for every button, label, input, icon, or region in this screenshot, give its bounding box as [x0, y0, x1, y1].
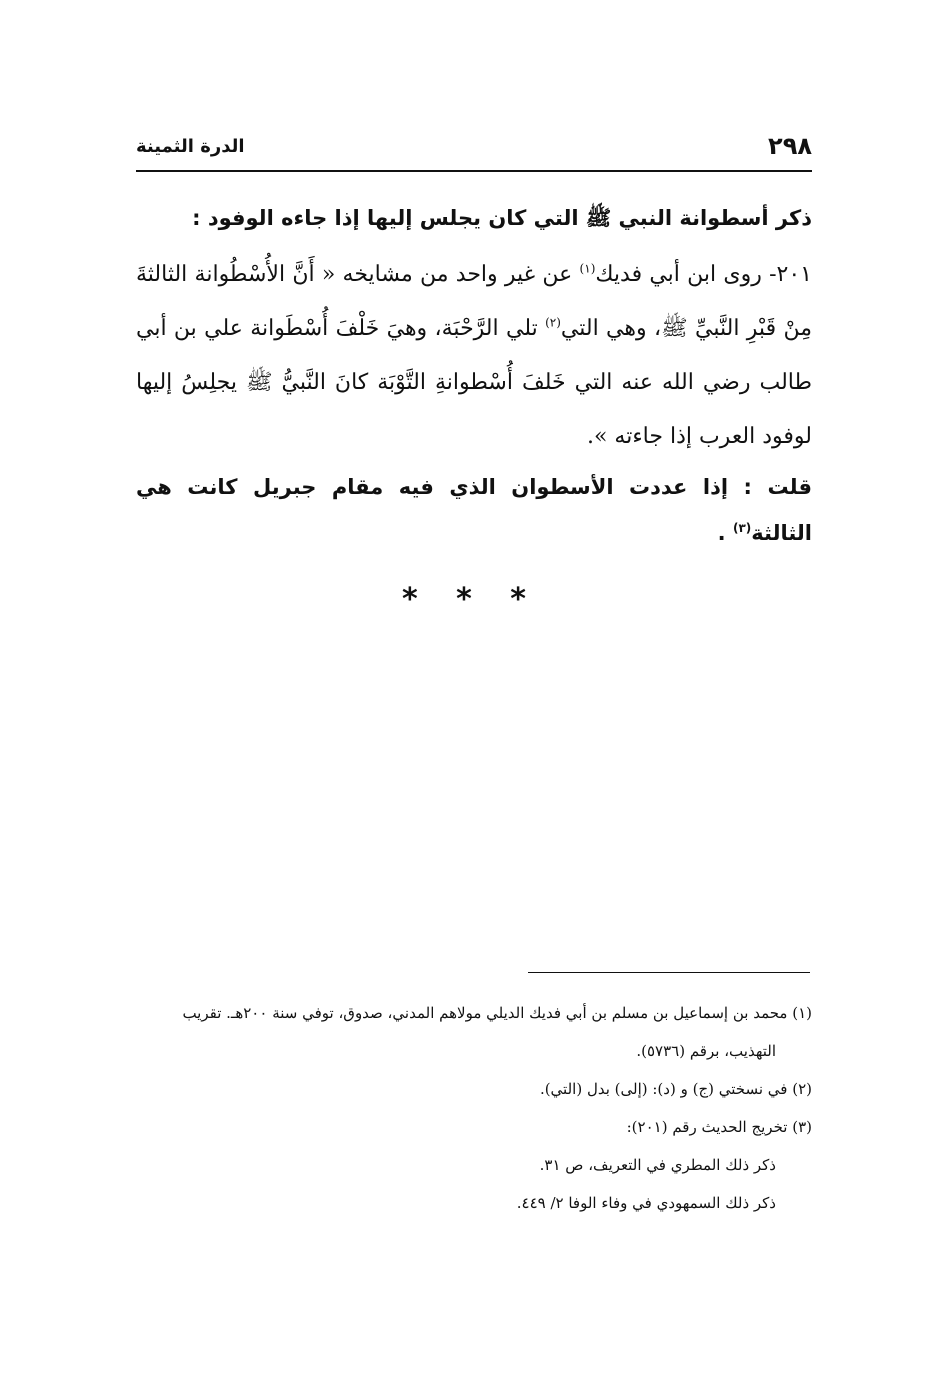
footnote-1: (١) محمد بن إسماعيل بن مسلم بن أبي فديك الديلي مولاهم المدني، صدوق، توفي سنة ٢٠٠هـ. تقريب	[182, 1004, 812, 1022]
footnote-1-continued: التهذيب، برقم (٥٧٣٦).	[636, 1042, 776, 1060]
footnote-3-source-2: ذكر ذلك السمهودي في وفاء الوفا ٢/ ٤٤٩.	[516, 1194, 776, 1212]
main-text	[136, 196, 812, 556]
author-note-text: قلت : إذا عددت الأسطوان الذي فيه مقام جبريل كانت هي الثالثة	[136, 475, 812, 545]
footnote-3-source-1: ذكر ذلك المطري في التعريف، ص ٣١.	[539, 1156, 776, 1174]
hadith-text-middle: عن غير واحد من مشايخه « أَنَّ الأُسْطُوانة الثالثةَ مِنْ قَبْرِ النَّبيِّ ﷺ، وهي التي	[136, 262, 812, 341]
footnote-ref-2: (٢)	[545, 315, 561, 330]
hadith-paragraph	[136, 248, 812, 464]
footnote-ref-1: (١)	[579, 261, 596, 276]
footnotes	[136, 994, 812, 1222]
section-heading: ذكر أسطوانة النبي ﷺ التي كان يجلس إليها إذا جاءه الوفود :	[192, 206, 812, 230]
author-note-paragraph	[136, 464, 812, 556]
running-title: الدرة الثمينة	[136, 136, 245, 157]
author-note-end: .	[717, 521, 733, 545]
hadith-text-end: تلي الرَّحْبَة، وهيَ خَلْفَ أُسْطَوانة علي بن أبي طالب رضي الله عنه التي خَلفَ أُسْطوانةِ التَّوْبَة كانَ النَّبيُّ ﷺ يجلِسُ إليها لوفود العرب إذا جاءته ».	[136, 316, 812, 449]
hadith-text-start: ٢٠١- روى ابن أبي فديك	[595, 262, 812, 287]
footnote-rule	[528, 972, 810, 973]
footnote-ref-3: (٣)	[732, 521, 752, 535]
footnote-3: (٣) تخريج الحديث رقم (٢٠١):	[626, 1118, 812, 1136]
header-rule	[136, 170, 812, 172]
page-number: ٢٩٨	[768, 132, 812, 160]
page-header	[136, 128, 812, 168]
footnote-2: (٢) في نسختي (ج) و (د): (إلى) بدل (التي).	[539, 1080, 812, 1098]
section-separator: * * *	[402, 582, 540, 617]
